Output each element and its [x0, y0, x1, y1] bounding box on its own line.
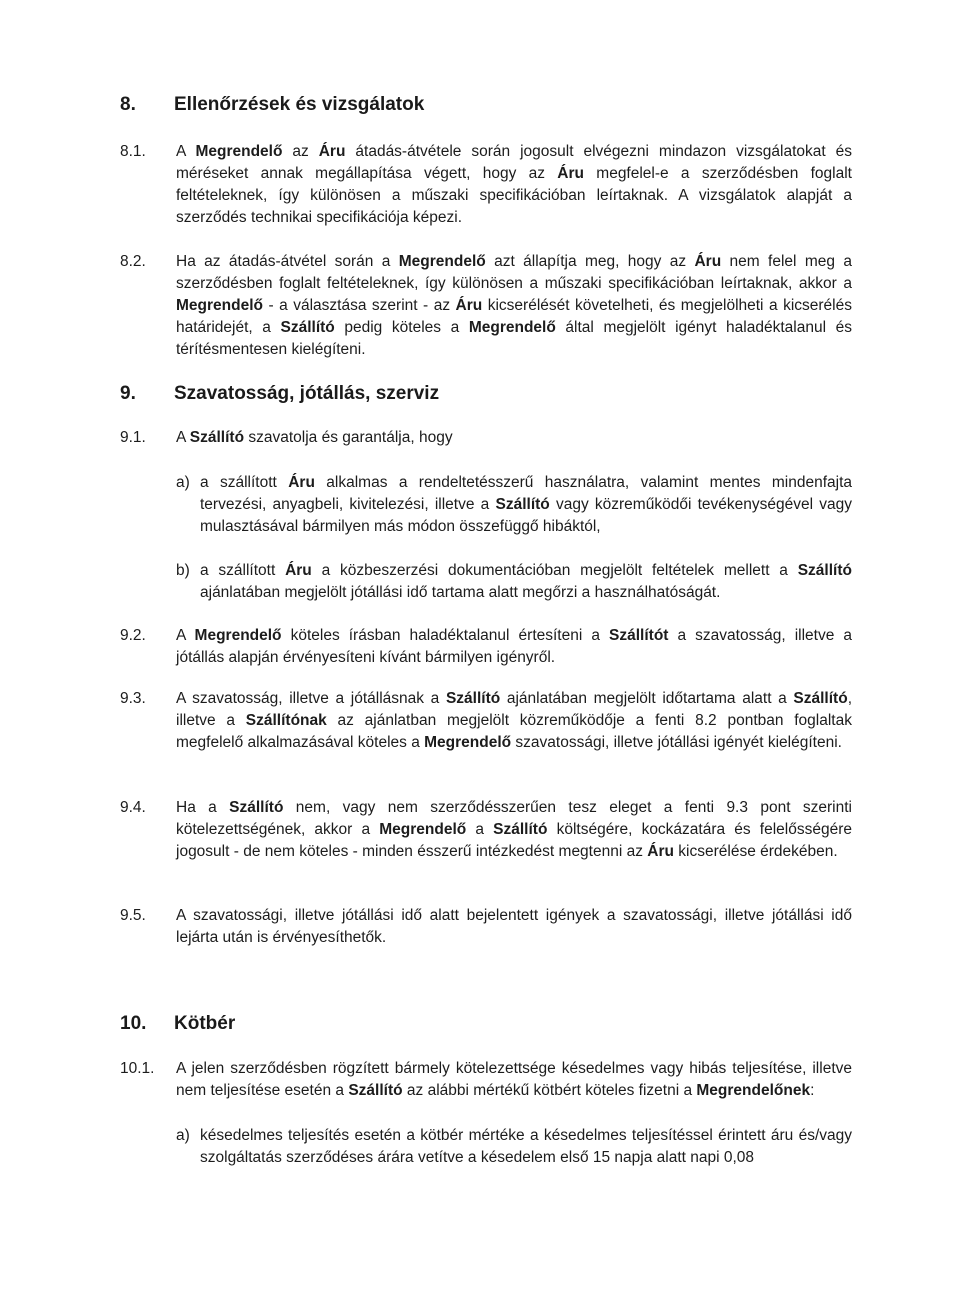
paragraph-text: [176, 625, 852, 669]
list-item-label: a): [176, 1127, 190, 1144]
text-run: az ajánlatban megjelölt közreműködője a fenti 8.2 pontban foglaltak megfelelő alkalmazásával köteles a: [176, 712, 852, 751]
text-run: ajánlatában megjelölt időtartama alatt a: [500, 690, 794, 707]
list-item-text: [200, 472, 852, 538]
paragraph-9-1: [120, 427, 852, 449]
paragraph-number: 9.1.: [120, 429, 146, 446]
bold-term: Megrendelő: [468, 319, 556, 336]
text-run: A jelen szerződésben rögzített bármely kötelezettsége késedelmes vagy hibás teljesítése, illetve nem teljesítése esetén a: [176, 1060, 852, 1099]
paragraph-9-2: [120, 625, 852, 669]
paragraph-9-4: [120, 797, 852, 863]
text-run: szavatossági, illetve jótállási igényét kielégíteni.: [511, 734, 842, 751]
paragraph-9-3: [120, 688, 852, 754]
text-run: alkalmas a rendeltetésszerű használatra, valamint mentes mindenfajta tervezési, anyagbeli, kivitelezési, illetve a: [200, 474, 852, 513]
bold-term: Megrendelő: [398, 253, 486, 270]
bold-term: Szállító: [797, 562, 852, 579]
bold-term: Áru: [455, 297, 483, 314]
list-item-9-1-b: [176, 560, 852, 604]
bold-term: Szállító: [793, 690, 848, 707]
section-title: Szavatosság, jótállás, szerviz: [174, 383, 440, 404]
text-run: - a választása szerint - az: [262, 297, 456, 314]
text-run: ajánlatában megjelölt jótállási idő tartama alatt megőrzi a használhatóságát.: [200, 584, 721, 601]
text-run: szavatolja és garantálja, hogy: [244, 429, 453, 446]
bold-term: Szállító: [493, 821, 548, 838]
text-run: A szavatosság, illetve a jótállásnak a: [176, 690, 446, 707]
bold-term: Áru: [557, 165, 584, 182]
bold-term: Áru: [318, 143, 346, 160]
text-run: a szállított: [200, 474, 289, 491]
text-run: azt állapítja meg, hogy az: [485, 253, 695, 270]
paragraph-text: [176, 797, 852, 863]
text-run: , illetve a: [176, 690, 852, 729]
bold-term: Áru: [647, 843, 674, 860]
bold-term: Szállítót: [609, 627, 669, 644]
text-run: köteles írásban haladéktalanul értesíteni a: [281, 627, 610, 644]
text-run: vagy közreműködői tevékenységével vagy mulasztásával bármilyen más módon összefüggő hibáktól,: [200, 496, 852, 535]
text-run: a: [466, 821, 494, 838]
paragraph-number: 9.4.: [120, 799, 146, 816]
bold-term: Megrendelő: [424, 734, 512, 751]
bold-term: Megrendelő: [176, 297, 263, 314]
text-run: a szállított: [200, 562, 286, 579]
text-run: az: [282, 143, 319, 160]
bold-term: Megrendelő: [195, 143, 283, 160]
section-heading-8: [120, 94, 424, 116]
list-item-label: a): [176, 474, 190, 491]
paragraph-number: 9.3.: [120, 690, 146, 707]
list-item-label: b): [176, 562, 190, 579]
paragraph-8-2: [120, 251, 852, 361]
text-run: A: [176, 627, 195, 644]
bold-term: Szállító: [348, 1082, 403, 1099]
text-run: a szavatosság, illetve a jótállás alapján érvényesíteni kívánt bármilyen igényről.: [176, 627, 853, 666]
list-item-text: [200, 560, 852, 604]
section-number: 8.: [120, 94, 136, 115]
text-run: megfelel-e a szerződésben foglalt feltételeknek, így különösen a műszaki specifikációban leírtaknak. A vizsgálatok alapját a szerződés technikai specifikációja képezi.: [176, 165, 852, 226]
bold-term: Szállító: [495, 496, 550, 513]
section-number: 9.: [120, 383, 136, 404]
paragraph-8-1: [120, 141, 852, 229]
bold-term: Szállító: [280, 319, 335, 336]
text-run: kicserélését követelheti, és megjelölheti a kicserélés határidejét, a: [176, 297, 852, 336]
text-run: késedelmes teljesítés esetén a kötbér mértéke a késedelmes teljesítéssel érintett áru és/vagy szolgáltatás szerződéses árára vetítve a késedelem első 15 napja alatt napi 0,08: [200, 1127, 852, 1166]
text-run: Ha a: [176, 799, 230, 816]
bold-term: Megrendelőnek: [696, 1082, 811, 1099]
paragraph-10-1: [120, 1058, 852, 1102]
paragraph-text: [176, 251, 852, 361]
text-run: Ha az átadás-átvétel során a: [176, 253, 399, 270]
paragraph-number: 9.2.: [120, 627, 146, 644]
text-run: :: [810, 1082, 815, 1099]
bold-term: Megrendelő: [194, 627, 282, 644]
section-title: Ellenőrzések és vizsgálatok: [174, 94, 425, 115]
bold-term: Szállító: [445, 690, 501, 707]
section-heading-9: [120, 383, 439, 405]
paragraph-text: [176, 427, 852, 449]
paragraph-number: 10.1.: [120, 1060, 155, 1077]
text-run: pedig köteles a: [334, 319, 469, 336]
bold-term: Szállítónak: [245, 712, 327, 729]
text-run: kicserélése érdekében.: [673, 843, 838, 860]
text-run: a közbeszerzési dokumentációban megjelölt feltételek mellett a: [311, 562, 798, 579]
paragraph-number: 9.5.: [120, 907, 146, 924]
paragraph-number: 8.2.: [120, 253, 146, 270]
paragraph-text: [176, 1058, 852, 1102]
paragraph-text: [176, 905, 852, 949]
section-title: Kötbér: [174, 1013, 236, 1034]
text-run: által megjelölt igényt haladéktalanul és térítésmentesen kielégíteni.: [176, 319, 852, 358]
text-run: A: [176, 429, 190, 446]
bold-term: Áru: [285, 562, 312, 579]
paragraph-9-5: [120, 905, 852, 949]
paragraph-number: 8.1.: [120, 143, 146, 160]
bold-term: Szállító: [229, 799, 284, 816]
bold-term: Szállító: [189, 429, 245, 446]
section-number: 10.: [120, 1013, 147, 1034]
text-run: nem, vagy nem szerződésszerűen tesz eleget a fenti 9.3 pont szerinti kötelezettségének, akkor a: [176, 799, 852, 838]
text-run: átadás-átvétele során jogosult elvégezni mindazon vizsgálatokat és méréseket annak megállapítása végett, hogy az: [176, 143, 853, 182]
list-item-text: [200, 1125, 852, 1169]
bold-term: Áru: [694, 253, 722, 270]
text-run: A szavatossági, illetve jótállási idő alatt bejelentett igények a szavatossági, illetve jótállási idő lejárta után is érvényesíthetők.: [176, 907, 852, 946]
bold-term: Áru: [288, 474, 315, 491]
text-run: az alábbi mértékű kötbért köteles fizetni a: [402, 1082, 697, 1099]
section-heading-10: [120, 1013, 235, 1035]
list-item-10-1-a: [176, 1125, 852, 1169]
text-run: nem felel meg a szerződésben foglalt feltételeknek, így különösen a műszaki specifikációban leírtaknak, akkor a: [176, 253, 852, 292]
text-run: költségére, kockázatára és felelősségére jogosult - de nem köteles - minden ésszerű intézkedést megtenni az: [176, 821, 853, 860]
paragraph-text: [176, 141, 852, 229]
list-item-9-1-a: [176, 472, 852, 538]
paragraph-text: [176, 688, 852, 754]
bold-term: Megrendelő: [379, 821, 467, 838]
text-run: A: [176, 143, 196, 160]
